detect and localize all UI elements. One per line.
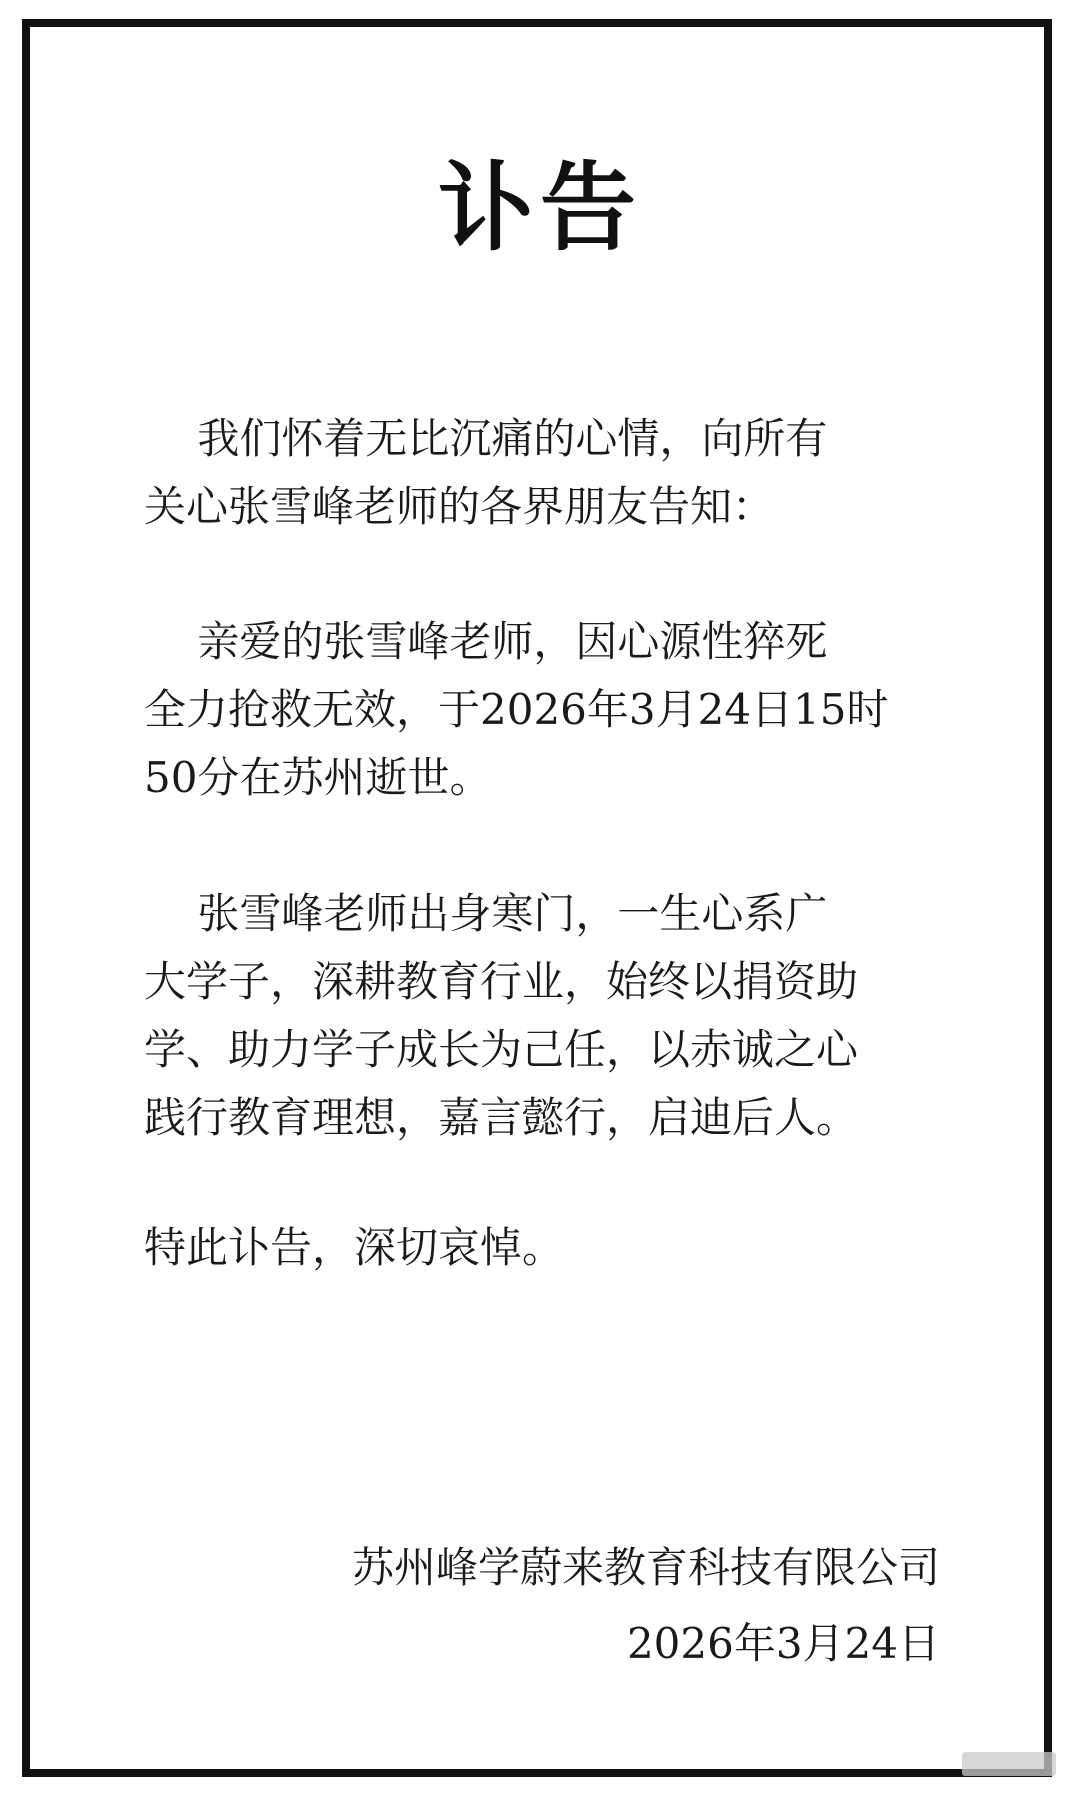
page-title: 讣告 [438, 152, 642, 264]
paragraph-closing: 特此讣告，深切哀悼。 [144, 1223, 565, 1272]
paragraph-tribute: 张雪峰老师出身寒门，一生心系广 大学子，深耕教育行业，始终以捐资助 学、助力学子成长为己任，以赤诚之心 践行教育理想，嘉言懿行，启迪后人。 [144, 889, 859, 1142]
signature-date: 2026年3月24日 [626, 1619, 940, 1668]
watermark-mark [962, 1752, 1056, 1776]
paragraph-announcement: 我们怀着无比沉痛的心情，向所有 关心张雪峰老师的各界朋友告知： [144, 414, 828, 531]
paragraph-passing: 亲爱的张雪峰老师，因心源性猝死 全力抢救无效，于2026年3月24日15时 50分在苏州逝世。 [144, 617, 889, 802]
signature-organization: 苏州峰学蔚来教育科技有限公司 [351, 1543, 940, 1592]
